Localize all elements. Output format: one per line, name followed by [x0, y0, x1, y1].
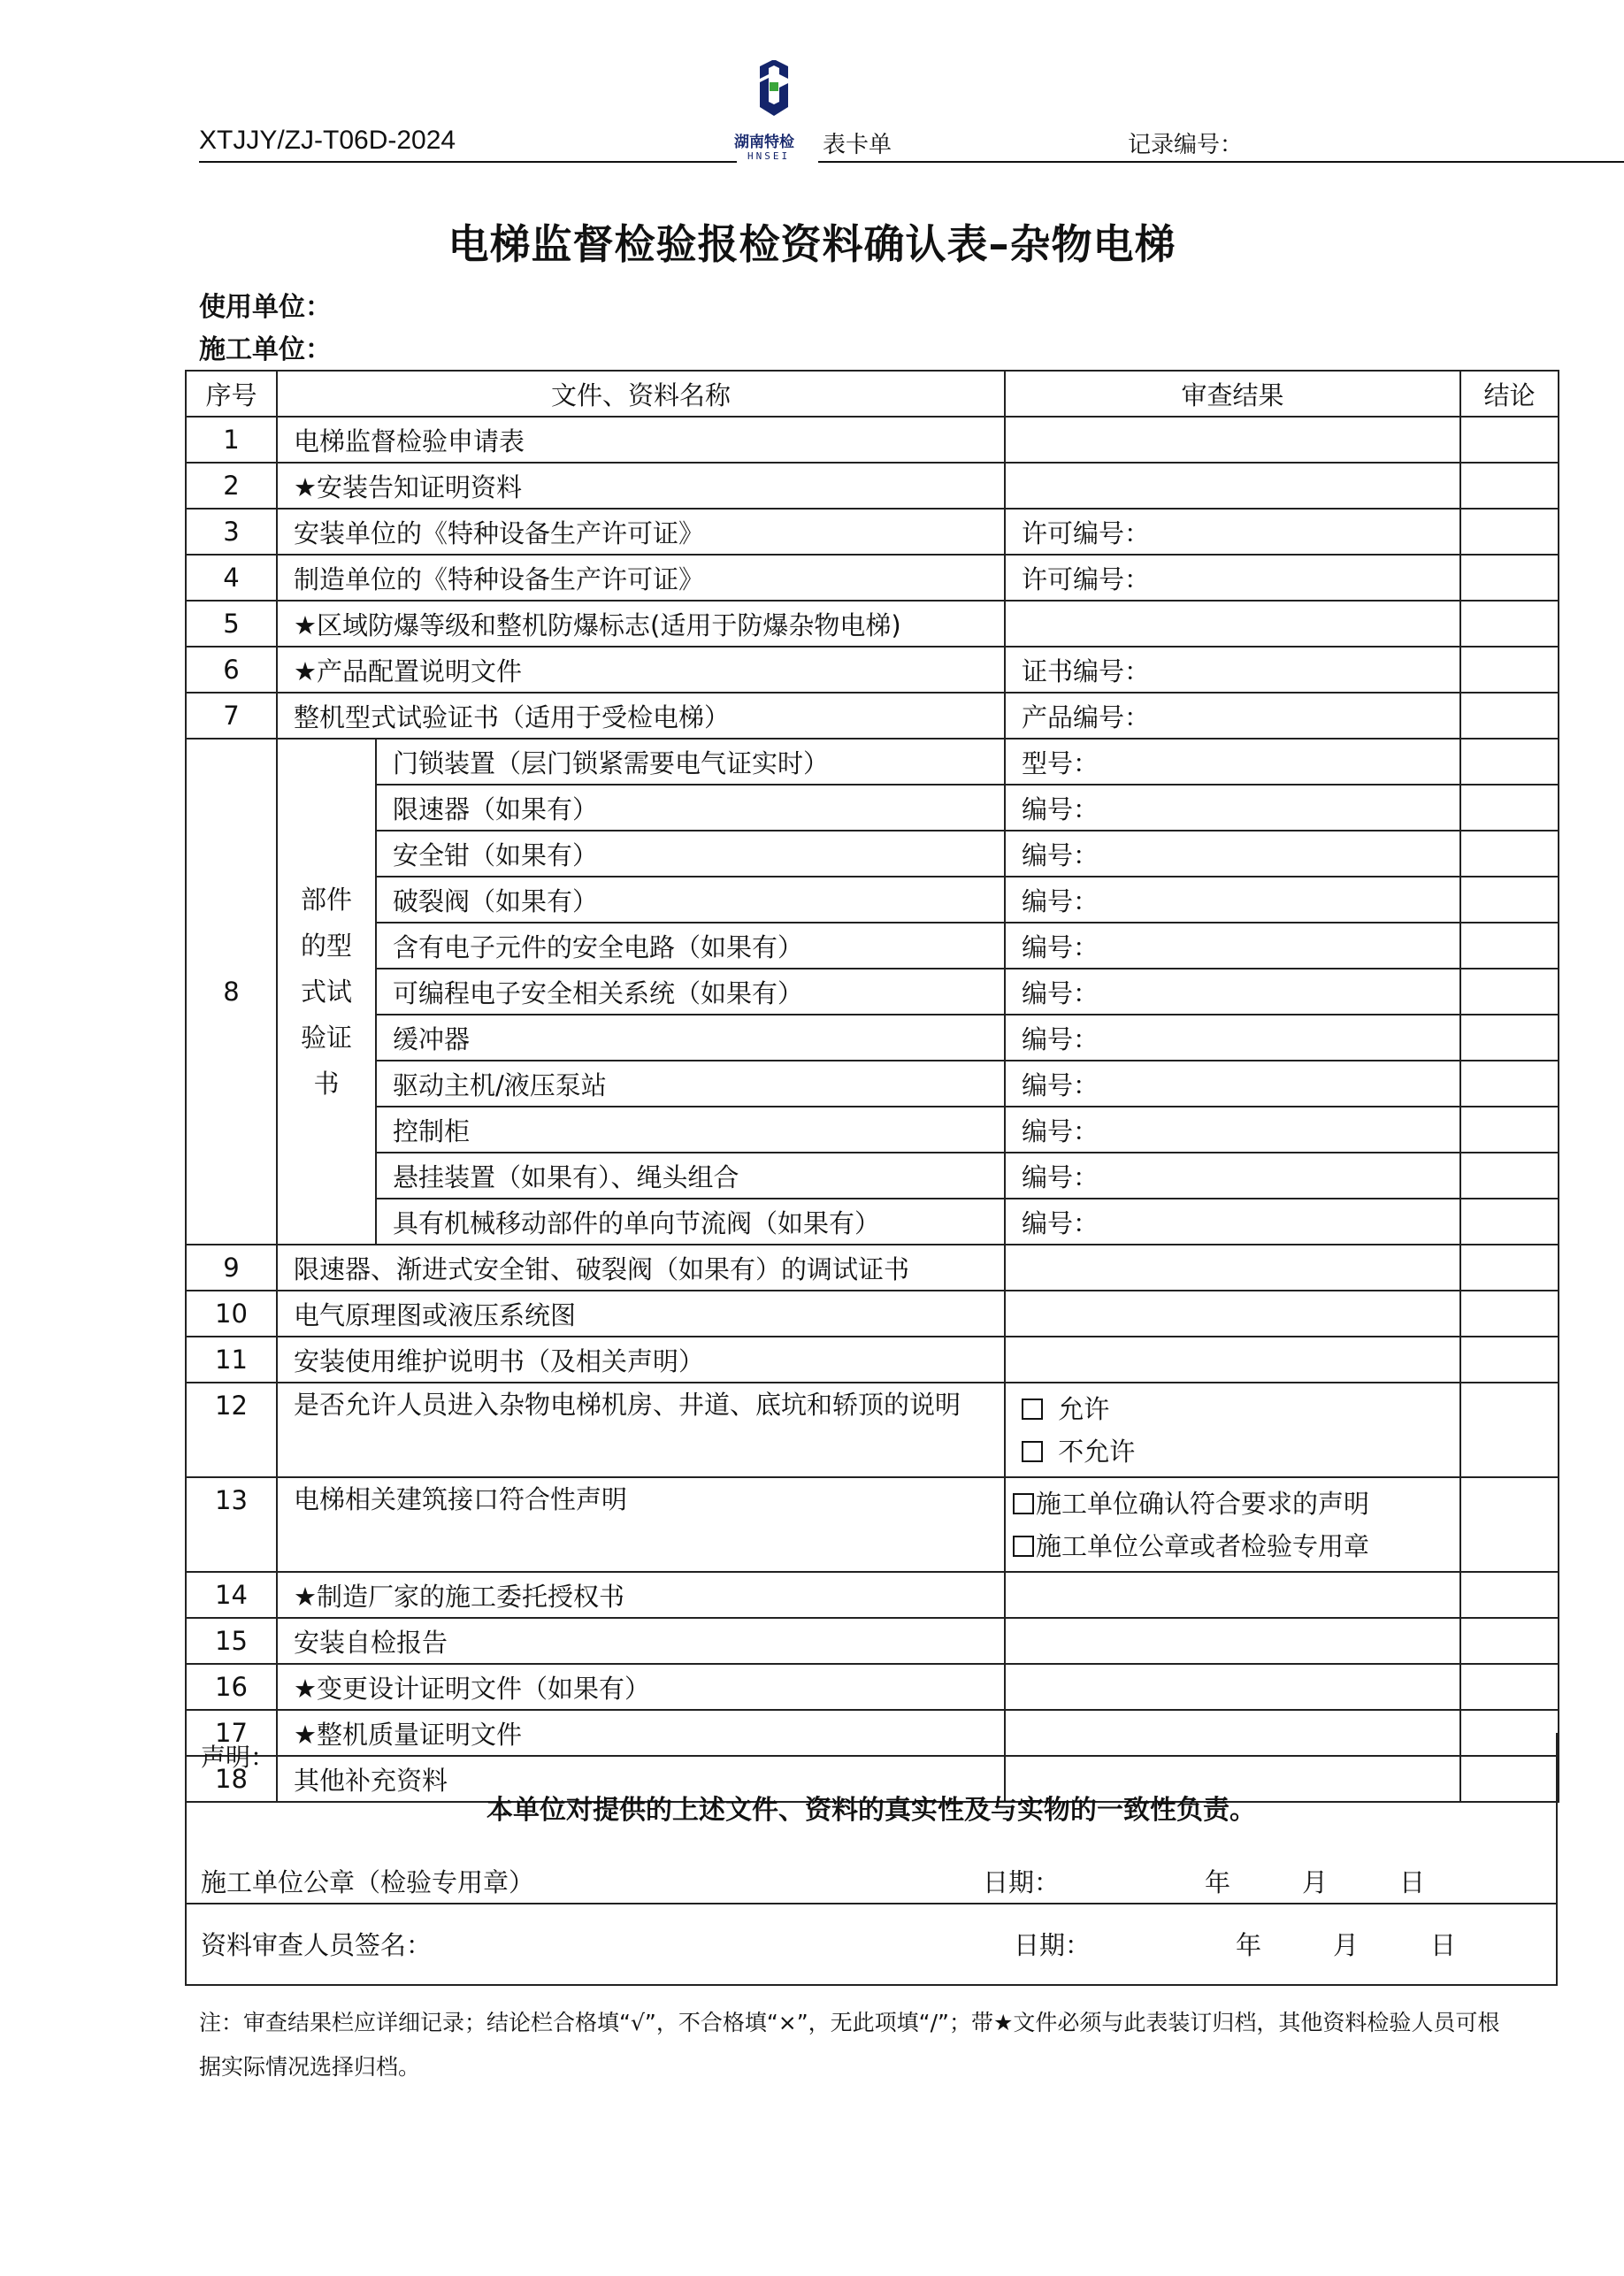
row-conclusion[interactable] [1460, 1383, 1559, 1477]
group-label-cell [277, 739, 376, 1245]
row-no: 5 [186, 601, 277, 647]
row-review[interactable]: 编号： [1005, 1061, 1460, 1107]
row-no: 3 [186, 509, 277, 555]
option-confirm-statement[interactable] [1013, 1483, 1459, 1525]
table-row [186, 831, 1559, 877]
row-name: 电梯监督检验申请表 [277, 417, 1005, 463]
user-unit-label: 使用单位： [199, 292, 332, 323]
row-review[interactable]: 编号： [1005, 1199, 1460, 1245]
table-row [186, 1337, 1559, 1383]
row-name: 安装使用维护说明书（及相关声明） [277, 1337, 1005, 1383]
row-no: 8 [186, 739, 277, 1245]
row-conclusion[interactable] [1460, 1061, 1559, 1107]
header-conclusion: 结论 [1460, 371, 1559, 417]
row-name: 安全钳（如果有） [376, 831, 1005, 877]
row-conclusion[interactable] [1460, 1153, 1559, 1199]
row-no: 9 [186, 1245, 277, 1291]
row-name: 含有电子元件的安全电路（如果有） [376, 923, 1005, 969]
option-label: 施工单位公章或者检验专用章 [1036, 1530, 1370, 1561]
header-review: 审查结果 [1005, 371, 1460, 417]
row-conclusion[interactable] [1460, 647, 1559, 693]
row-conclusion[interactable] [1460, 509, 1559, 555]
row-review[interactable] [1005, 1572, 1460, 1618]
row-conclusion[interactable] [1460, 463, 1559, 509]
page-header [199, 115, 1492, 165]
row-conclusion[interactable] [1460, 831, 1559, 877]
row-conclusion[interactable] [1460, 1199, 1559, 1245]
table-row [186, 1061, 1559, 1107]
row-conclusion[interactable] [1460, 969, 1559, 1015]
header-rule-right [818, 161, 1624, 163]
option-label: 不允许 [1058, 1436, 1136, 1467]
form-type: 表卡单 [823, 132, 892, 158]
footnote: 注：审查结果栏应详细记录；结论栏合格填“√”，不合格填“×”，无此项填“/”；带★文件必须与此表装订归档，其他资料检验人员可根据实际情况选择归档。 [199, 2010, 1500, 2080]
row-name: 门锁装置（层门锁紧需要电气证实时） [376, 739, 1005, 785]
row-name: 限速器、渐进式安全钳、破裂阀（如果有）的调试证书 [277, 1245, 1005, 1291]
table-row [186, 739, 1559, 785]
checkbox-icon[interactable] [1013, 1493, 1034, 1514]
row-review[interactable]: 编号： [1005, 785, 1460, 831]
org-abbr: HNSEI [747, 150, 791, 162]
row-name: 限速器（如果有） [376, 785, 1005, 831]
signature-date[interactable] [1014, 1926, 1456, 1962]
row-review[interactable]: 许可编号： [1005, 555, 1460, 601]
record-number-label: 记录编号： [1128, 132, 1244, 158]
row-review[interactable] [1005, 1245, 1460, 1291]
row-review[interactable] [1005, 1664, 1460, 1710]
row-review[interactable] [1005, 1291, 1460, 1337]
checkbox-icon[interactable] [1022, 1399, 1043, 1420]
table-row [186, 1664, 1559, 1710]
row-no: 7 [186, 693, 277, 739]
row-review-options [1005, 1383, 1460, 1477]
seal-label[interactable]: 施工单位公章（检验专用章） [201, 1867, 535, 1897]
month-label: 月 [1332, 1930, 1359, 1960]
row-review[interactable]: 编号： [1005, 969, 1460, 1015]
row-review[interactable]: 编号： [1005, 1015, 1460, 1061]
table-row [186, 601, 1559, 647]
row-name: 悬挂装置（如果有）、绳头组合 [376, 1153, 1005, 1199]
org-name: 湖南特检 [734, 134, 794, 151]
table-row [186, 417, 1559, 463]
table-row [186, 1291, 1559, 1337]
table-row [186, 555, 1559, 601]
table-header-row [186, 371, 1559, 417]
row-conclusion[interactable] [1460, 601, 1559, 647]
row-no: 15 [186, 1618, 277, 1664]
row-conclusion[interactable] [1460, 1015, 1559, 1061]
row-conclusion[interactable] [1460, 693, 1559, 739]
checkbox-icon[interactable] [1022, 1441, 1043, 1462]
row-review[interactable] [1005, 463, 1460, 509]
day-label: 日 [1429, 1930, 1456, 1960]
table-row [186, 1618, 1559, 1664]
row-review[interactable]: 编号： [1005, 831, 1460, 877]
row-name: ★变更设计证明文件（如果有） [277, 1664, 1005, 1710]
row-no: 17 [186, 1710, 277, 1756]
row-name: ★整机质量证明文件 [277, 1710, 1005, 1756]
row-review[interactable]: 编号： [1005, 877, 1460, 923]
row-no: 4 [186, 555, 277, 601]
row-name: 控制柜 [376, 1107, 1005, 1153]
row-name: 其他补充资料 [277, 1756, 1005, 1802]
table-row [186, 1153, 1559, 1199]
row-review[interactable] [1005, 417, 1460, 463]
row-name: 安装自检报告 [277, 1618, 1005, 1664]
group-label: 部件的型式试验证书 [300, 885, 352, 1099]
row-review[interactable]: 产品编号： [1005, 693, 1460, 739]
row-no: 12 [186, 1383, 277, 1477]
row-name: 安装单位的《特种设备生产许可证》 [277, 509, 1005, 555]
table-row [186, 1107, 1559, 1153]
document-code: XTJJY/ZJ-T06D-2024 [199, 126, 456, 155]
row-conclusion[interactable] [1460, 1291, 1559, 1337]
option-label: 允许 [1058, 1393, 1110, 1424]
table-row [186, 1199, 1559, 1245]
table-row [186, 1245, 1559, 1291]
seal-date[interactable] [983, 1863, 1425, 1899]
row-no: 14 [186, 1572, 277, 1618]
table-row [186, 1477, 1559, 1572]
header-rule-left [199, 161, 737, 163]
table-row [186, 647, 1559, 693]
row-review[interactable]: 编号： [1005, 1153, 1460, 1199]
hnsei-logo-icon [739, 60, 809, 124]
declaration-divider [187, 1903, 1556, 1904]
row-conclusion[interactable] [1460, 1477, 1559, 1572]
row-conclusion[interactable] [1460, 417, 1559, 463]
row-conclusion[interactable] [1460, 1618, 1559, 1664]
row-name: ★制造厂家的施工委托授权书 [277, 1572, 1005, 1618]
option-label: 施工单位确认符合要求的声明 [1036, 1488, 1370, 1519]
row-conclusion[interactable] [1460, 1572, 1559, 1618]
row-conclusion[interactable] [1460, 785, 1559, 831]
row-no: 13 [186, 1477, 277, 1572]
table-row [186, 969, 1559, 1015]
row-name: 整机型式试验证书（适用于受检电梯） [277, 693, 1005, 739]
row-name: 电气原理图或液压系统图 [277, 1291, 1005, 1337]
row-no: 2 [186, 463, 277, 509]
row-review[interactable]: 型号： [1005, 739, 1460, 785]
row-name: 破裂阀（如果有） [376, 877, 1005, 923]
row-review[interactable]: 编号： [1005, 1107, 1460, 1153]
table-row [186, 509, 1559, 555]
row-name: 缓冲器 [376, 1015, 1005, 1061]
row-no: 18 [186, 1756, 277, 1802]
table-row [186, 1383, 1559, 1477]
month-label: 月 [1301, 1867, 1328, 1897]
row-review-options [1005, 1477, 1460, 1572]
document-check-table [185, 370, 1559, 1803]
construction-unit-label: 施工单位： [199, 334, 332, 365]
row-review[interactable] [1005, 601, 1460, 647]
row-name: 是否允许人员进入杂物电梯机房、井道、底坑和轿顶的说明 [277, 1383, 1005, 1477]
row-no: 6 [186, 647, 277, 693]
option-official-seal[interactable] [1013, 1525, 1459, 1567]
table-row [186, 1572, 1559, 1618]
year-label: 年 [1235, 1930, 1261, 1960]
table-row [186, 1015, 1559, 1061]
row-conclusion[interactable] [1460, 923, 1559, 969]
table-row [186, 785, 1559, 831]
header-name: 文件、资料名称 [277, 371, 1005, 417]
row-no: 16 [186, 1664, 277, 1710]
row-review[interactable]: 证书编号： [1005, 647, 1460, 693]
header-no: 序号 [186, 371, 277, 417]
row-name: ★安装告知证明资料 [277, 463, 1005, 509]
row-conclusion[interactable] [1460, 1337, 1559, 1383]
row-conclusion[interactable] [1460, 877, 1559, 923]
row-review[interactable] [1005, 1337, 1460, 1383]
day-label: 日 [1398, 1867, 1425, 1897]
date-label: 日期： [983, 1867, 1061, 1897]
option-allow[interactable] [1022, 1388, 1444, 1430]
row-name: 制造单位的《特种设备生产许可证》 [277, 555, 1005, 601]
row-name: ★产品配置说明文件 [277, 647, 1005, 693]
row-conclusion[interactable] [1460, 1664, 1559, 1710]
option-disallow[interactable] [1022, 1430, 1444, 1473]
row-no: 1 [186, 417, 277, 463]
signature-label[interactable]: 资料审查人员签名： [201, 1930, 433, 1960]
row-conclusion[interactable] [1460, 739, 1559, 785]
declaration-heading: 声明： [201, 1743, 276, 1772]
row-conclusion[interactable] [1460, 1107, 1559, 1153]
year-label: 年 [1204, 1867, 1230, 1897]
table-row [186, 923, 1559, 969]
row-name: 具有机械移动部件的单向节流阀（如果有） [376, 1199, 1005, 1245]
row-name: 驱动主机/液压泵站 [376, 1061, 1005, 1107]
row-review[interactable]: 编号： [1005, 923, 1460, 969]
table-row [186, 877, 1559, 923]
table-row [186, 463, 1559, 509]
row-review[interactable]: 许可编号： [1005, 509, 1460, 555]
row-no: 11 [186, 1337, 277, 1383]
row-review[interactable] [1005, 1618, 1460, 1664]
row-no: 10 [186, 1291, 277, 1337]
row-conclusion[interactable] [1460, 555, 1559, 601]
checkbox-icon[interactable] [1013, 1536, 1034, 1557]
declaration-section [185, 1733, 1558, 1986]
row-name: ★区域防爆等级和整机防爆标志(适用于防爆杂物电梯) [277, 601, 1005, 647]
row-conclusion[interactable] [1460, 1245, 1559, 1291]
date-label: 日期： [1014, 1930, 1092, 1960]
page-title: 电梯监督检验报检资料确认表–杂物电梯 [448, 220, 1176, 268]
row-name: 可编程电子安全相关系统（如果有） [376, 969, 1005, 1015]
declaration-text: 本单位对提供的上述文件、资料的真实性及与实物的一致性负责。 [486, 1795, 1256, 1826]
table-row [186, 693, 1559, 739]
row-name: 电梯相关建筑接口符合性声明 [277, 1477, 1005, 1572]
